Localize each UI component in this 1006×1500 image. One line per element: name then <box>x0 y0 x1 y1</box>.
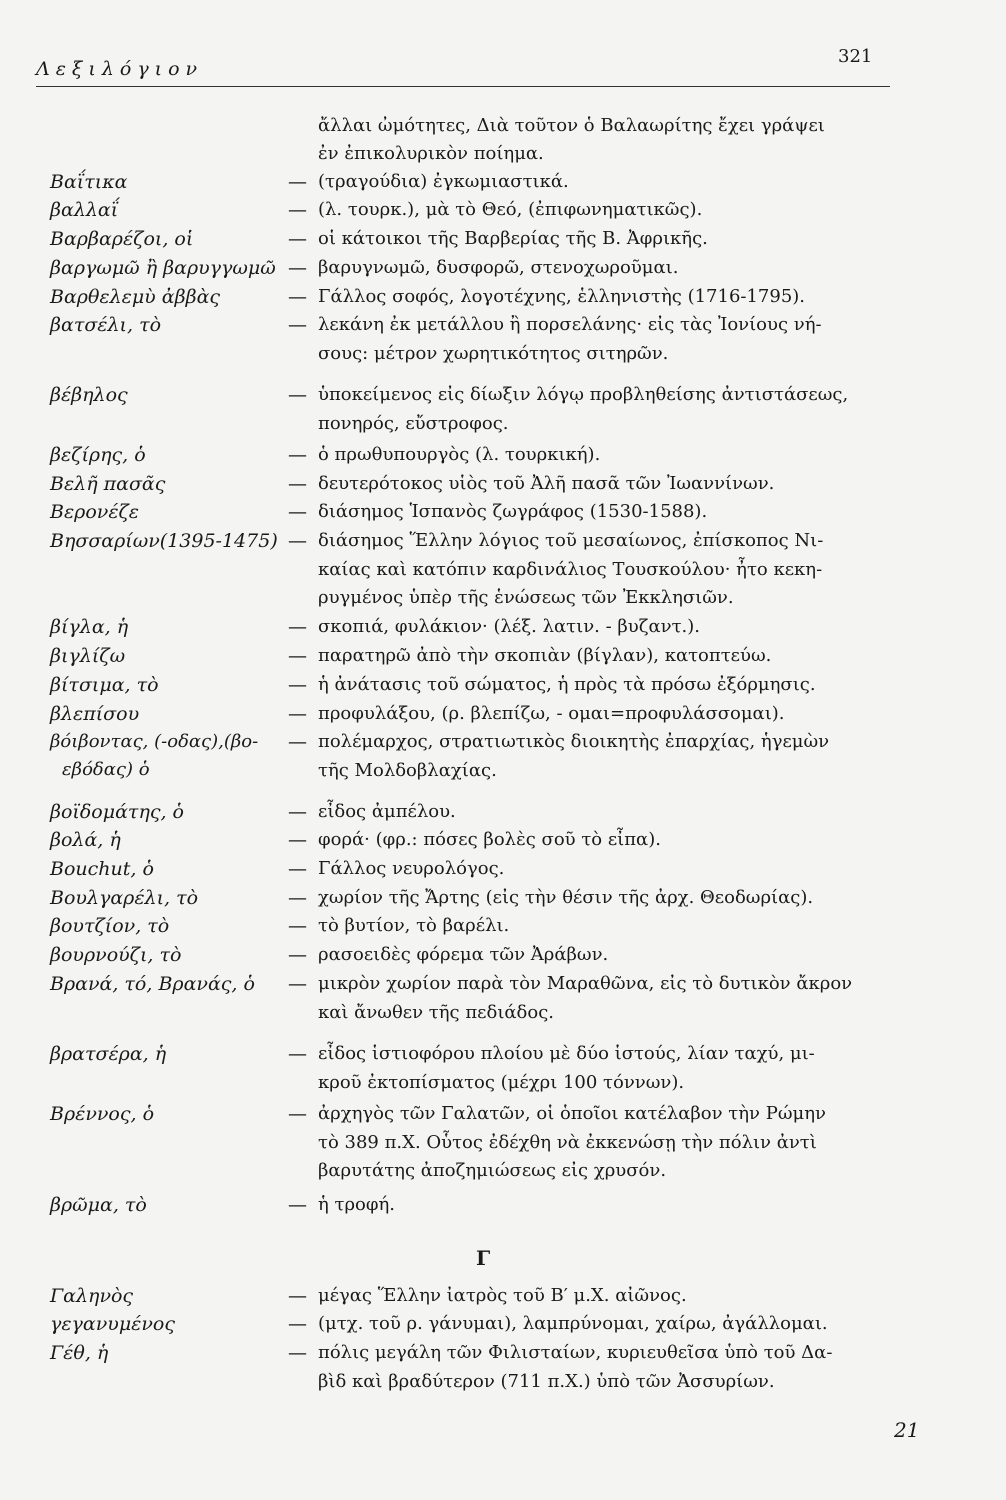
entry-definition <box>318 1310 918 1339</box>
definition-line: τῆς Μολδοβλαχίας. <box>318 759 497 781</box>
lemma-line: βατσέλι, τὸ <box>50 314 162 336</box>
definition-line: βαρυτάτης ἀποζημιώσεως εἰς χρυσόν. <box>318 1160 667 1181</box>
entry-definition <box>318 1339 918 1396</box>
entry-dash: — <box>288 616 307 638</box>
lemma-line: βαλλαΐ <box>50 199 119 221</box>
definition-line: ὑποκείμενος εἰς δίωξιν λόγῳ προβληθείσης ἀντιστάσεως, <box>318 384 849 405</box>
definition-line: δευτερότοκος υἱὸς τοῦ Ἀλῆ πασᾶ τῶν Ἰωαννίνων. <box>318 473 775 494</box>
entry-dash: — <box>288 858 307 880</box>
entry-dash: — <box>288 703 307 725</box>
definition-line: σκοπιά, φυλάκιον· (λέξ. λατιν. - βυζαντ.). <box>318 616 701 637</box>
entry-dash: — <box>288 674 307 696</box>
definition-line: εἶδος ἱστιοφόρου πλοίου μὲ δύο ἱστούς, λίαν ταχύ, μι- <box>318 1043 815 1064</box>
entry-lemma <box>50 1339 305 1367</box>
definition-line: μικρὸν χωρίον παρὰ τὸν Μαραθῶνα, εἰς τὸ δυτικὸν ἄκρον <box>318 973 853 994</box>
lemma-line: Γαληνὸς <box>50 1285 134 1307</box>
lemma-line: Bouchut, ὁ <box>50 858 154 880</box>
entry-dash: — <box>288 171 307 193</box>
entry-dash: — <box>288 915 307 937</box>
entry-definition <box>318 1282 918 1311</box>
lemma-line: Γέθ, ἡ <box>50 1342 109 1364</box>
section-letter: Γ <box>476 1246 491 1270</box>
lemma-line: βρῶμα, τὸ <box>50 1194 147 1216</box>
page-number: 321 <box>838 46 873 67</box>
lemma-line: βουρνούζι, τὸ <box>50 944 182 966</box>
entry-dash: — <box>288 944 307 966</box>
entry-dash: — <box>288 314 307 336</box>
entry-dash: — <box>288 199 307 221</box>
definition-line: ρυγμένος ὑπὲρ τῆς ἑνώσεως τῶν Ἐκκλησιῶν. <box>318 587 734 608</box>
definition-line: ἀρχηγὸς τῶν Γαλατῶν, οἱ ὁποῖοι κατέλαβον τὴν Ρώμην <box>318 1103 826 1124</box>
definition-line: κροῦ ἐκτοπίσματος (μέχρι 100 τόννων). <box>318 1071 685 1093</box>
lemma-line: βαργωμῶ ἢ βαρυγγωμῶ <box>50 257 276 279</box>
entry-dash: — <box>288 257 307 279</box>
lemma-line: βίτσιμα, τὸ <box>50 674 159 696</box>
definition-line: (τραγούδια) ἐγκωμιαστικά. <box>318 171 569 192</box>
lemma-line: εβόδας) ὁ <box>62 759 150 780</box>
entry-dash: — <box>288 530 307 552</box>
definition-line: διάσημος Ἕλλην λόγιος τοῦ μεσαίωνος, ἐπίσκοπος Νι- <box>318 530 824 551</box>
lemma-line: βιγλίζω <box>50 645 126 667</box>
definition-line: ἡ τροφή. <box>318 1194 395 1215</box>
definition-line: Γάλλος σοφός, λογοτέχνης, ἑλληνιστὴς (1716-1795). <box>318 286 806 307</box>
entry-dash: — <box>288 1043 307 1065</box>
definition-line: τὸ 389 π.Χ. Οὗτος ἐδέχθη νὰ ἐκκενώσῃ τὴν πόλιν ἀντὶ <box>318 1131 817 1153</box>
lemma-line: βίγλα, ἡ <box>50 616 129 638</box>
entry-dash: — <box>288 444 307 466</box>
entry-dash: — <box>288 1285 307 1307</box>
intro-line: ἐν ἐπικολυρικὸν ποίημα. <box>318 143 544 164</box>
entry-lemma <box>50 1282 305 1310</box>
running-title: Λεξιλόγιον <box>36 58 204 80</box>
definition-line: μέγας Ἕλλην ἰατρὸς τοῦ Β′ μ.Χ. αἰῶνος. <box>318 1285 687 1306</box>
definition-line: ρασοειδὲς φόρεμα τῶν Ἀράβων. <box>318 944 609 965</box>
entry-dash: — <box>288 829 307 851</box>
definition-line: εἶδος ἀμπέλου. <box>318 801 456 822</box>
entry-dash: — <box>288 887 307 909</box>
definition-line: ἡ ἀνάτασις τοῦ σώματος, ἡ πρὸς τὰ πρόσω ἐξόρμησις. <box>318 674 816 695</box>
definition-line: λεκάνη ἐκ μετάλλου ἢ πορσελάνης· εἰς τὰς Ἰονίους νή- <box>318 314 822 335</box>
lemma-line: βοϊδομάτης, ὁ <box>50 801 184 823</box>
lemma-line: βέβηλος <box>50 384 128 406</box>
definition-line: καίας καὶ κατόπιν καρδινάλιος Τουσκούλου· ἦτο κεκη- <box>318 558 823 580</box>
definition-line: οἱ κάτοικοι τῆς Βαρβερίας τῆς Β. Ἀφρικῆς. <box>318 228 708 249</box>
entry-dash: — <box>288 731 307 753</box>
lemma-line: βεζίρης, ὁ <box>50 444 146 466</box>
entry-dash: — <box>288 645 307 667</box>
lemma-line: γεγανυμένος <box>50 1313 176 1335</box>
definition-line: πόλις μεγάλη τῶν Φιλισταίων, κυριευθεῖσα ὑπὸ τοῦ Δα- <box>318 1342 833 1363</box>
folio: 21 <box>894 1418 920 1442</box>
definition-line: τὸ βυτίον, τὸ βαρέλι. <box>318 915 510 936</box>
definition-line: ὁ πρωθυπουργὸς (λ. τουρκική). <box>318 444 601 465</box>
entry-dash: — <box>288 384 307 406</box>
definition-line: βὶδ καὶ βραδύτερον (711 π.Χ.) ὑπὸ τῶν Ἀσσυρίων. <box>318 1370 775 1392</box>
definition-line: διάσημος Ἱσπανὸς ζωγράφος (1530-1588). <box>318 501 708 522</box>
lemma-line: Βαρθελεμὺ ἀββὰς <box>50 286 221 308</box>
entry-dash: — <box>288 286 307 308</box>
entry-dash: — <box>288 1342 307 1364</box>
definition-line: (λ. τουρκ.), μὰ τὸ Θεό, (ἐπιφωνηματικῶς). <box>318 199 703 220</box>
lemma-line: βρατσέρα, ἡ <box>50 1043 167 1065</box>
definition-line: φορά· (φρ.: πόσες βολὲς σοῦ τὸ εἶπα). <box>318 829 661 850</box>
entry-dash: — <box>288 473 307 495</box>
lemma-line: Βερονέζε <box>50 501 140 523</box>
entry-dash: — <box>288 228 307 250</box>
definition-line: βαρυγνωμῶ, δυσφορῶ, στενοχωροῦμαι. <box>318 257 679 278</box>
entry-dash: — <box>288 1194 307 1216</box>
entry-dash: — <box>288 1103 307 1125</box>
entry-dash: — <box>288 801 307 823</box>
lemma-line: Βελῆ πασᾶς <box>50 473 166 495</box>
definition-line: Γάλλος νευρολόγος. <box>318 858 505 879</box>
entry-lemma <box>50 1310 305 1338</box>
definition-line: πονηρός, εὔστροφος. <box>318 412 509 434</box>
lemma-line: Βαρβαρέζοι, οἱ <box>50 228 194 250</box>
definition-line: πολέμαρχος, στρατιωτικὸς διοικητὴς ἐπαρχίας, ἡγεμὼν <box>318 731 830 752</box>
lemma-line: Βρέννος, ὁ <box>50 1103 155 1125</box>
lemma-line: βλεπίσου <box>50 703 140 725</box>
lemma-line: βουτζίον, τὸ <box>50 915 170 937</box>
lemma-line: Βησσαρίων(1395-1475) <box>50 530 278 552</box>
definition-line: σους: μέτρον χωρητικότητος σιτηρῶν. <box>318 342 669 364</box>
definition-line: παρατηρῶ ἀπὸ τὴν σκοπιὰν (βίγλαν), κατοπτεύω. <box>318 645 772 666</box>
lemma-line: βόιβοντας, (-οδας),(βο- <box>50 731 259 752</box>
lemma-line: Βρανά, τό, Βρανάς, ὁ <box>50 973 255 995</box>
entry-dash: — <box>288 501 307 523</box>
entry-dash: — <box>288 973 307 995</box>
definition-line: προφυλάξου, (ρ. βλεπίζω, - ομαι=προφυλάσσομαι). <box>318 703 785 724</box>
intro-line: ἄλλαι ὠμότητες, Διὰ τοῦτον ὁ Βαλαωρίτης ἔχει γράψει <box>318 115 825 136</box>
lemma-line: βολά, ἡ <box>50 829 121 851</box>
lemma-line: Βαΐτικα <box>50 171 128 193</box>
definition-line: χωρίον τῆς Ἄρτης (εἰς τὴν θέσιν τῆς ἀρχ. Θεοδωρίας). <box>318 887 814 908</box>
lemma-line: Βουλγαρέλι, τὸ <box>50 887 199 909</box>
entry-dash: — <box>288 1313 307 1335</box>
definition-line: (μτχ. τοῦ ρ. γάνυμαι), λαμπρύνομαι, χαίρω, ἀγάλλομαι. <box>318 1313 828 1334</box>
definition-line: καὶ ἄνωθεν τῆς πεδιάδος. <box>318 1001 555 1023</box>
